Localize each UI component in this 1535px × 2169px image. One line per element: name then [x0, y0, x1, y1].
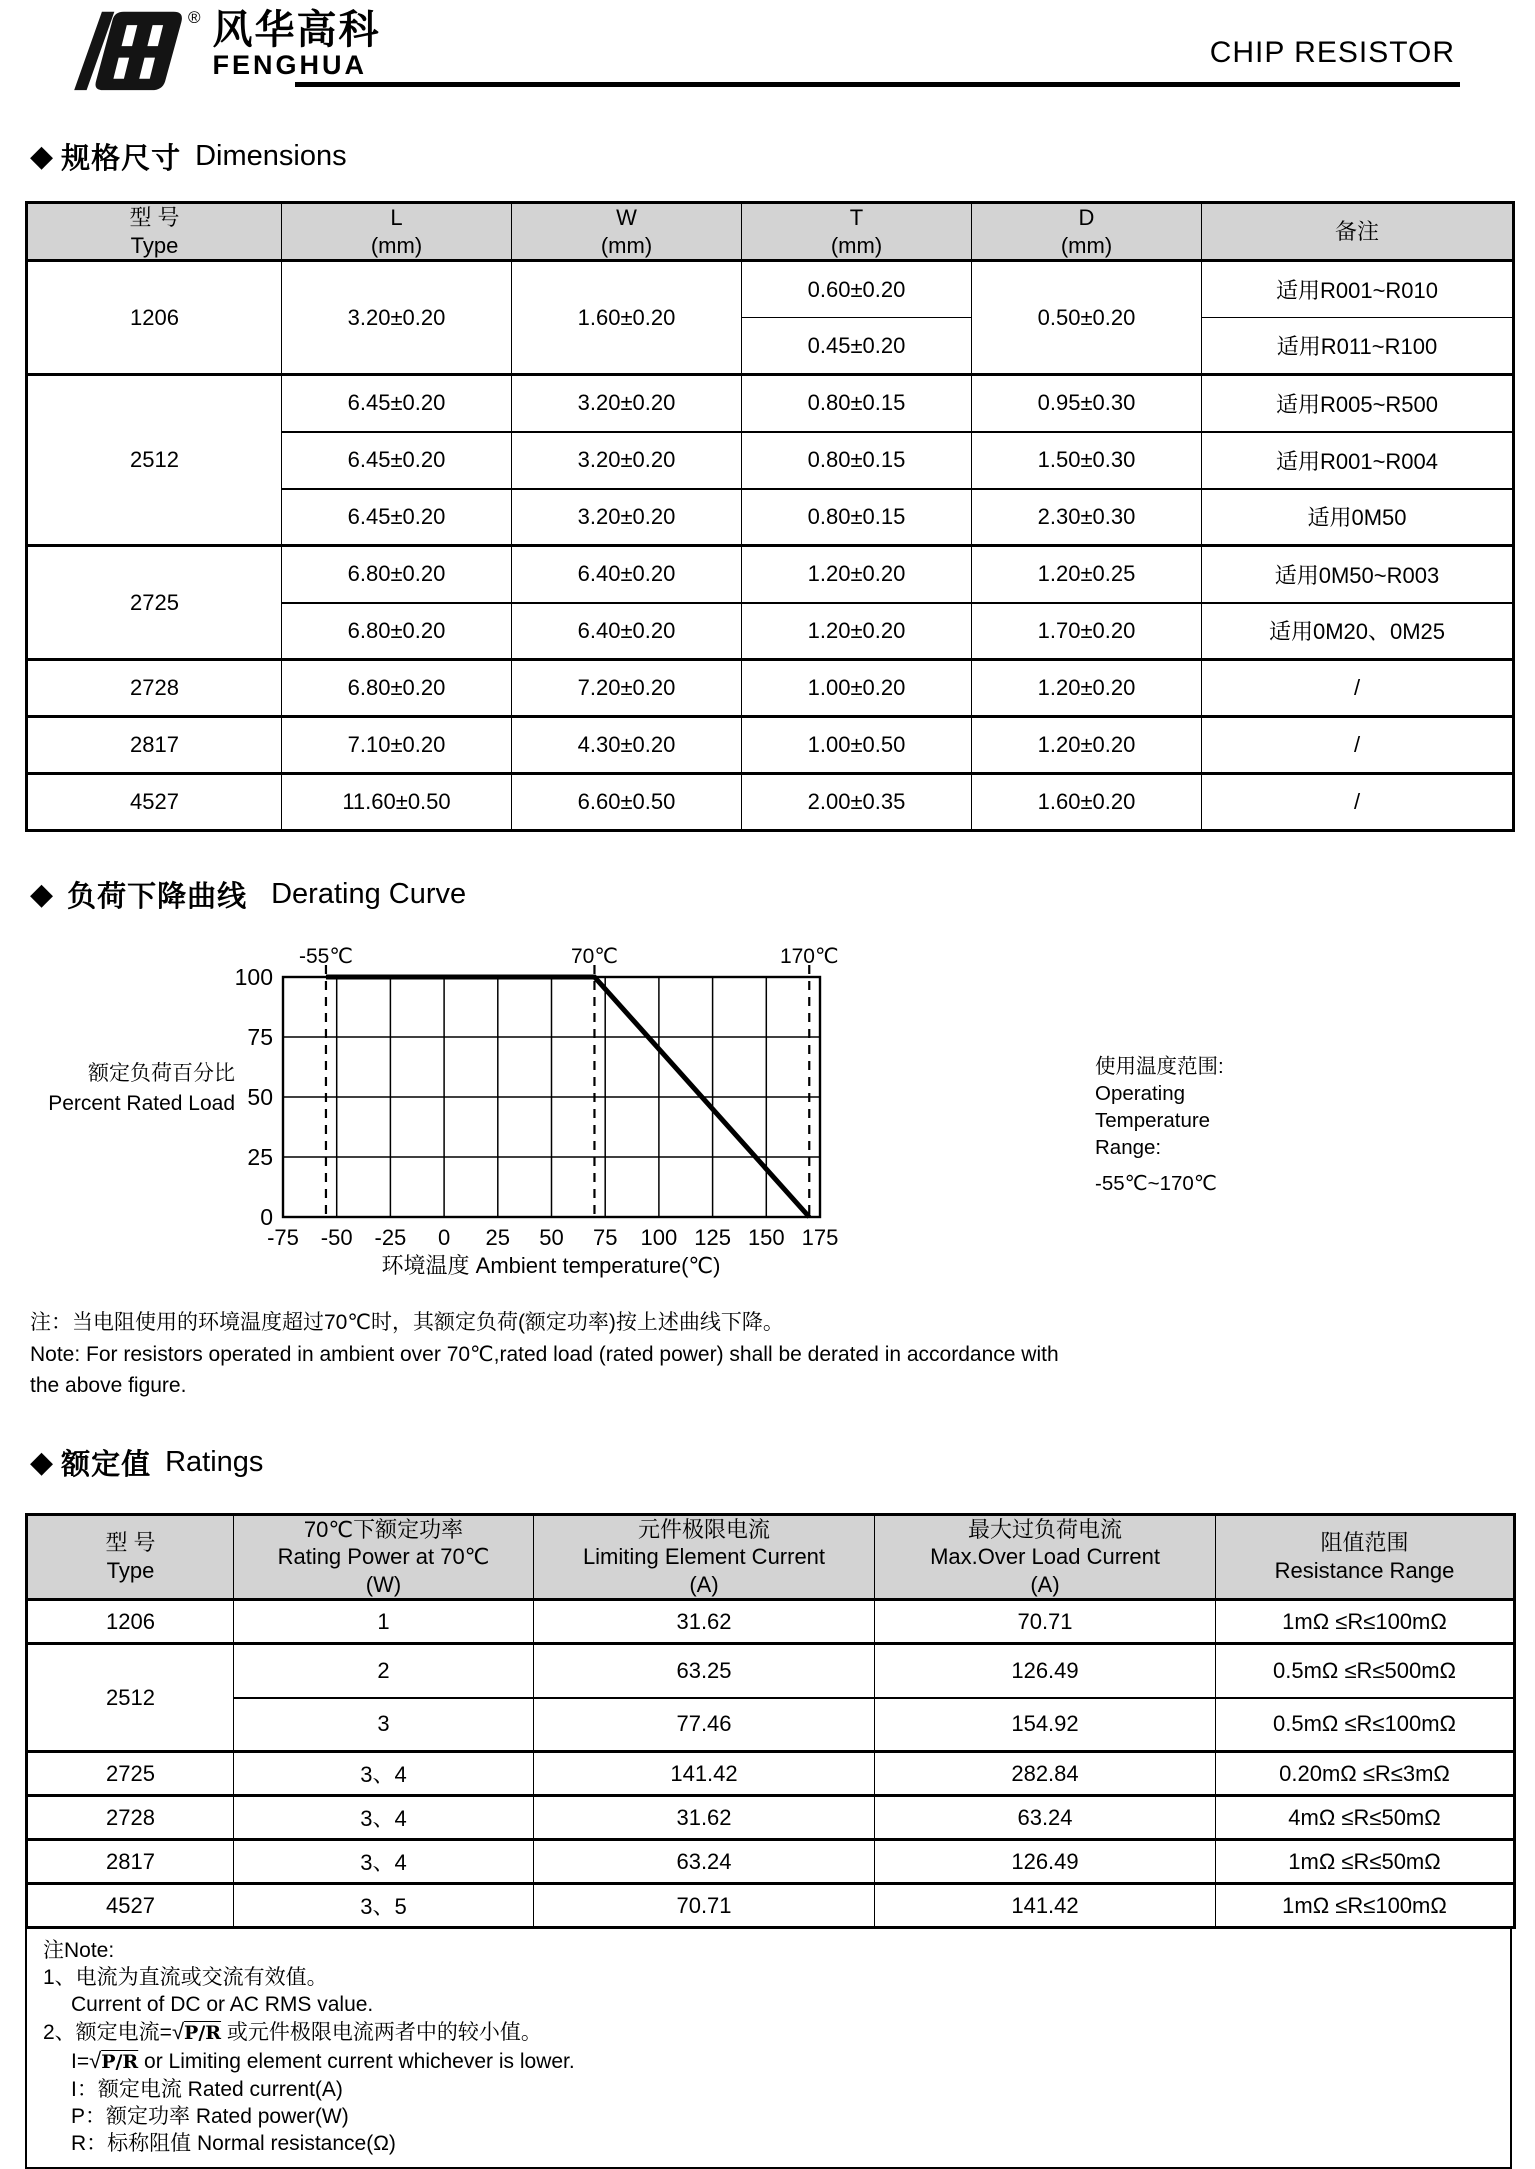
brand-name-en: FENGHUA — [212, 50, 368, 80]
table-row: 3 77.46 154.92 0.5mΩ ≤R≤100mΩ — [27, 1698, 1515, 1752]
table-row: 4527 3、5 70.71 141.42 1mΩ ≤R≤100mΩ — [27, 1884, 1515, 1928]
note-1-cn: 1、电流为直流或交流有效值。 — [43, 1966, 328, 1989]
dimensions-table — [25, 201, 1515, 832]
svg-text:0: 0 — [437, 1225, 451, 1250]
table-row: 2725 3、4 141.42 282.84 0.20mΩ ≤R≤3mΩ — [27, 1752, 1515, 1796]
sqrt-icon: √ — [171, 2019, 185, 2044]
table-row: 1206 1 31.62 70.71 1mΩ ≤R≤100mΩ — [27, 1600, 1515, 1644]
table-row: 6.80±0.20 6.40±0.20 1.20±0.20 1.70±0.20 适用0M20、0M25 — [27, 603, 1514, 660]
svg-text:75: 75 — [592, 1225, 618, 1250]
derating-note — [30, 1307, 1535, 1402]
svg-text:70℃: 70℃ — [570, 945, 618, 968]
note-def-r: R：标称阻值 Normal resistance(Ω) — [71, 2132, 396, 2155]
header-rule — [295, 82, 1460, 87]
derating-note-cn: 注：当电阻使用的环境温度超过70℃时，其额定负荷(额定功率)按上述曲线下降。 — [30, 1311, 784, 1334]
svg-text:-50: -50 — [320, 1225, 353, 1250]
note-1-en: Current of DC or AC RMS value. — [71, 1993, 374, 2016]
operating-temperature-note: 使用温度范围: Operating Temperature Range: -55℃~170℃ — [1095, 1055, 1224, 1196]
table-row: 0.45±0.20 适用R011~R100 — [27, 318, 1514, 375]
svg-text:150: 150 — [747, 1225, 785, 1250]
svg-text:125: 125 — [694, 1225, 731, 1250]
fenghua-logo — [58, 6, 381, 94]
dimensions-header-row — [27, 203, 1514, 261]
table-row: 1206 3.20±0.20 1.60±0.20 0.60±0.20 0.50±0.20 适用R001~R010 — [27, 261, 1514, 318]
page-header — [0, 0, 1535, 96]
fenghua-logo-icon — [58, 6, 186, 94]
col-t: T (mm) — [742, 203, 972, 261]
table-row: 2728 3、4 31.62 63.24 4mΩ ≤R≤50mΩ — [27, 1796, 1515, 1840]
derating-title-en: Derating Curve — [271, 878, 467, 910]
svg-text:170℃: 170℃ — [779, 945, 839, 968]
svg-text:-55℃: -55℃ — [298, 945, 353, 968]
ratings-title-en: Ratings — [165, 1445, 264, 1478]
table-row: 2512 2 63.25 126.49 0.5mΩ ≤R≤500mΩ — [27, 1644, 1515, 1698]
col-limiting-current: 元件极限电流 Limiting Element Current (A) — [534, 1514, 875, 1600]
chart-x-axis-label: 环境温度 Ambient temperature(℃) — [381, 1253, 721, 1278]
derating-title-cn: 负荷下降曲线 — [67, 881, 248, 913]
brand-text — [213, 10, 381, 79]
svg-text:0: 0 — [260, 1204, 273, 1230]
col-d: D (mm) — [972, 203, 1202, 261]
col-rating-power: 70℃下额定功率 Rating Power at 70℃ (W) — [234, 1514, 534, 1600]
table-row: 2512 6.45±0.20 3.20±0.20 0.80±0.15 0.95±0.30 适用R005~R500 — [27, 375, 1514, 432]
ratings-title-cn: 额定值 — [61, 1448, 152, 1481]
svg-text:50: 50 — [247, 1084, 273, 1110]
col-resistance-range: 阻值范围 Resistance Range — [1216, 1514, 1515, 1600]
derating-section-title — [30, 874, 1535, 915]
svg-text:-25: -25 — [374, 1225, 407, 1250]
table-row: 2817 7.10±0.20 4.30±0.20 1.00±0.50 1.20±0.20 / — [27, 717, 1514, 774]
dimensions-section-title — [30, 136, 1535, 177]
document-title: CHIP RESISTOR — [1209, 36, 1455, 69]
svg-text:25: 25 — [485, 1225, 511, 1250]
ratings-section-title — [30, 1442, 1535, 1483]
table-row: 2725 6.80±0.20 6.40±0.20 1.20±0.20 1.20±0.25 适用0M50~R003 — [27, 546, 1514, 603]
svg-text:100: 100 — [640, 1225, 678, 1250]
registered-mark: ® — [188, 8, 201, 27]
diamond-bullet-icon: ◆ — [30, 878, 54, 911]
chart-y-axis-label: 额定负荷百分比 Percent Rated Load — [48, 1062, 235, 1116]
svg-text:-75: -75 — [267, 1225, 299, 1250]
col-type: 型 号 Type — [27, 1514, 234, 1600]
ratings-notes-box — [25, 1927, 1512, 2169]
svg-text:75: 75 — [247, 1024, 273, 1050]
ratings-table — [25, 1513, 1516, 1930]
derating-note-en: Note: For resistors operated in ambient over 70℃,rated load (rated power) shall be derated in accordance with — [30, 1342, 1059, 1366]
svg-text:100: 100 — [234, 964, 273, 990]
dimensions-title-cn: 规格尺寸 — [61, 143, 182, 175]
col-remark: 备注 — [1202, 203, 1514, 261]
dimensions-title-en: Dimensions — [195, 140, 347, 172]
ratings-header-row — [27, 1514, 1515, 1600]
diamond-bullet-icon: ◆ — [30, 140, 54, 173]
sqrt-icon: √ — [89, 2048, 102, 2073]
col-l: L (mm) — [282, 203, 512, 261]
col-w: W (mm) — [512, 203, 742, 261]
col-overload-current: 最大过负荷电流 Max.Over Load Current (A) — [875, 1514, 1216, 1600]
derating-note-en2: the above figure. — [30, 1374, 187, 1397]
note-def-p: P：额定功率 Rated power(W) — [71, 2105, 349, 2128]
derating-chart-block — [0, 941, 1535, 1281]
derating-curve-chart — [235, 941, 850, 1281]
diamond-bullet-icon: ◆ — [30, 1445, 54, 1479]
note-def-i: I：额定电流 Rated current(A) — [71, 2078, 343, 2101]
svg-text:50: 50 — [539, 1225, 564, 1250]
note-2-en: I=√P/R or Limiting element current whichever is lower. — [71, 2048, 575, 2073]
notes-heading: 注Note: — [43, 1939, 115, 1962]
brand-name-cn: 风华高科 — [212, 8, 381, 52]
table-row: 4527 11.60±0.50 6.60±0.50 2.00±0.35 1.60±0.20 / — [27, 774, 1514, 831]
table-row: 2817 3、4 63.24 126.49 1mΩ ≤R≤50mΩ — [27, 1840, 1515, 1884]
table-row: 2728 6.80±0.20 7.20±0.20 1.00±0.20 1.20±0.20 / — [27, 660, 1514, 717]
col-type: 型 号 Type — [27, 203, 282, 261]
table-row: 6.45±0.20 3.20±0.20 0.80±0.15 1.50±0.30 适用R001~R004 — [27, 432, 1514, 489]
svg-text:25: 25 — [247, 1144, 273, 1170]
svg-text:175: 175 — [801, 1225, 839, 1250]
note-2-cn: 2、额定电流=√P/R 或元件极限电流两者中的较小值。 — [43, 2019, 542, 2044]
table-row: 6.45±0.20 3.20±0.20 0.80±0.15 2.30±0.30 适用0M50 — [27, 489, 1514, 546]
